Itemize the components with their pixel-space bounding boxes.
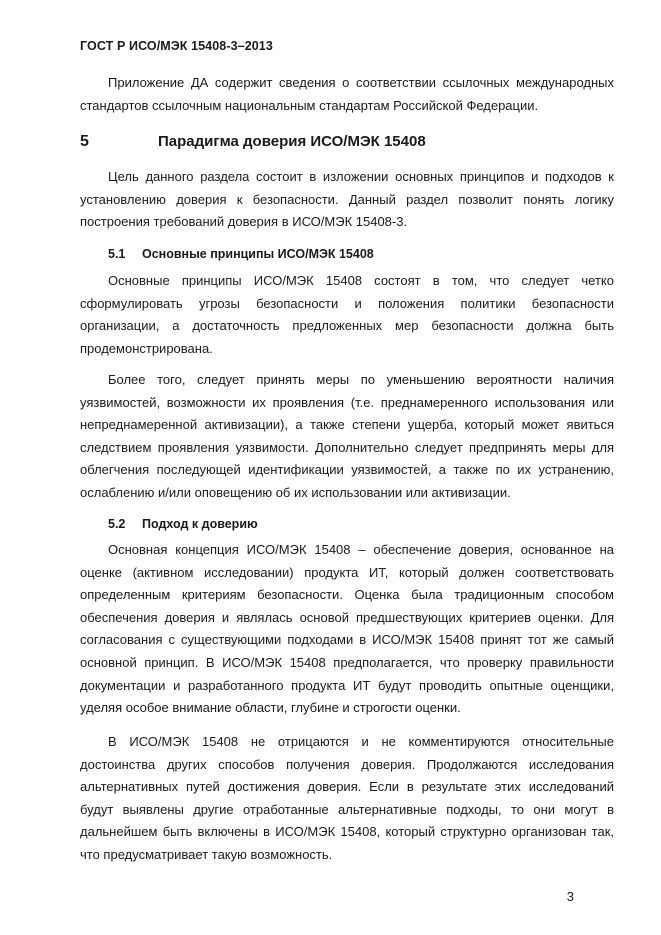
section-5-number: 5 [80, 133, 89, 150]
section-5-2-paragraph-1: Основная концепция ИСО/МЭК 15408 – обеспечение доверия, основанное на оценке (активном исследовании) продукта ИТ, который должен соответствовать определенным критериям безопасности. Оценка была традиционным способом обеспечения доверия и являлась основой предшествующих критериев оценки. Для согласования с существующими подходами в ИСО/МЭК 15408 принят тот же самый основной принцип. В ИСО/МЭК 15408 предполагается, что проверку правильности документации и разработанного продукта ИТ будут проводить опытные оценщики, уделяя особое внимание области, глубине и строгости оценки. [80, 542, 614, 716]
section-5-2-paragraph-2: В ИСО/МЭК 15408 не отрицаются и не комментируются относительные достоинства других способов получения доверия. Продолжаются исследования альтернативных путей достижения доверия. Если в результате этих исследований будут выявлены другие отработанные альтернативные подходы, то они могут в дальнейшем быть включены в ИСО/МЭК 15408, который структурно организован так, что предусматривает такую возможность. [80, 734, 614, 862]
section-5-1-heading [108, 247, 374, 261]
section-5-paragraph: Цель данного раздела состоит в изложении основных принципов и подходов к установлению доверия к безопасности. Данный раздел позволит понять логику построения требований доверия в ИСО/МЭК 15408-3. [80, 169, 614, 230]
intro-paragraph: Приложение ДА содержит сведения о соответствии ссылочных международных стандартов ссылочным национальным стандартам Российской Федерации. [80, 75, 614, 113]
section-5-2-title: Подход к доверию [142, 517, 258, 531]
section-5-1-number: 5.1 [108, 247, 126, 261]
section-5-2-heading [108, 517, 258, 531]
section-5-1-paragraph-1: Основные принципы ИСО/МЭК 15408 состоят в том, что следует четко сформулировать угрозы безопасности и положения политики безопасности организации, а достаточность предложенных мер безопасности должна быть продемонстрирована. [80, 273, 614, 356]
section-5-2-number: 5.2 [108, 517, 126, 531]
section-5-title: Парадигма доверия ИСО/МЭК 15408 [158, 133, 426, 150]
section-5-1-paragraph-2: Более того, следует принять меры по уменьшению вероятности наличия уязвимостей, возможности их проявления (т.е. преднамеренного использования или непреднамеренной активизации), а также степени ущерба, который может явиться следствием проявления уязвимости. Дополнительно следует предпринять меры для облегчения последующей идентификации уязвимостей, а также по их устранению, ослаблению и/или оповещению об их использовании или активизации. [80, 372, 614, 500]
page-number: 3 [566, 889, 574, 904]
section-5-1-title: Основные принципы ИСО/МЭК 15408 [142, 247, 374, 261]
document-header: ГОСТ Р ИСО/МЭК 15408-3–2013 [80, 39, 273, 53]
section-5-heading [80, 133, 426, 151]
